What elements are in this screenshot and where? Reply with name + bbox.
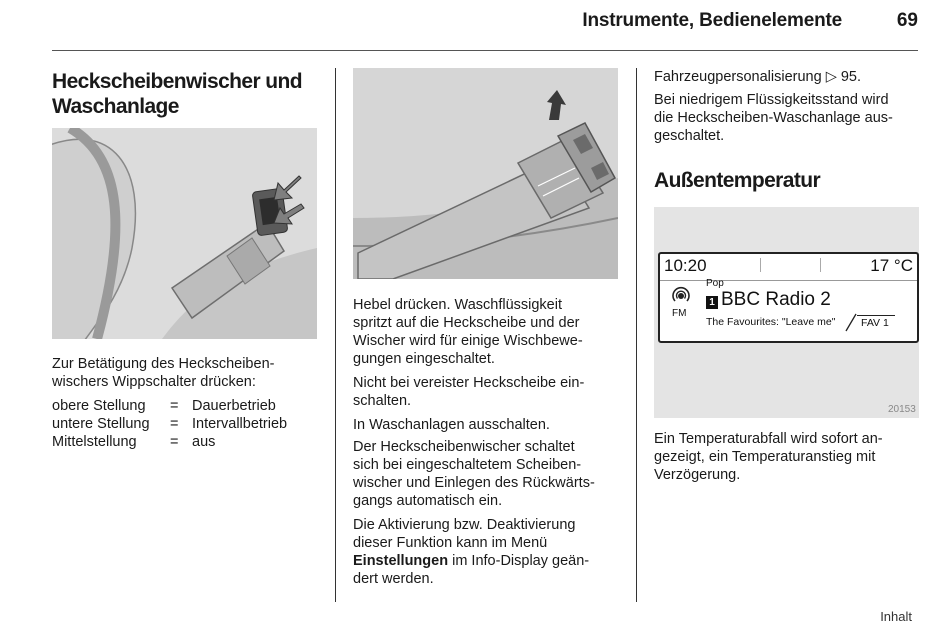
text-line: Der Heckscheibenwischer schaltet [353,439,575,455]
text-line: dieser Funktion kann im Menü [353,535,548,551]
text-line: Fahrzeugpersonalisierung [654,69,826,85]
display-tick [760,258,761,272]
section-heading-outside-temperature: Außentemperatur [654,169,821,192]
washer-paragraph-5 [353,516,589,588]
setting-mode: aus [192,434,216,450]
text-line: dert werden. [353,571,434,587]
wiper-settings-table [52,397,287,451]
text-line: Ein Temperaturabfall wird sofort an- [654,431,883,447]
menu-reference: Einstellungen [353,553,449,569]
wiper-stalk-illustration [52,128,317,339]
setting-separator: = [170,416,179,432]
text-line: gangs automatisch ein. [353,493,503,509]
text-line: Nicht bei vereister Heckscheibe ein- [353,375,585,391]
text-line: sich bei eingeschaltetem Scheiben- [353,457,582,473]
display-separator [660,280,917,281]
column-divider [636,68,637,602]
figure-number: 20153 [888,404,916,415]
text-line: Bei niedrigem Flüssigkeitsstand wird [654,92,889,108]
fav-slash-icon [844,312,858,332]
text-line: gungen eingeschaltet. [353,351,495,367]
temperature-paragraph [654,430,883,484]
chapter-title: Instrumente, Bedienelemente [582,10,842,31]
washer-paragraph-1 [353,296,583,368]
washer-paragraph-4 [353,438,595,510]
rear-wiper-intro [52,355,274,391]
section-heading-rear-wiper [52,69,302,119]
text-line: die Heckscheiben-Waschanlage aus- [654,110,893,126]
page-number: 69 [896,10,918,31]
washer-paragraph-3 [353,416,550,434]
display-radiotext: The Favourites: "Leave me" [706,316,836,328]
radio-antenna-icon [670,285,692,307]
text-line: Verzögerung. [654,467,741,483]
cross-ref-arrow-icon: ▷ [825,69,837,85]
heading-line: Waschanlage [52,95,179,118]
table-row [52,415,287,433]
text-line: im Info-Display geän- [448,553,590,569]
wiper-stalk-image [52,128,317,339]
text-line: Hebel drücken. Waschflüssigkeit [353,297,562,313]
setting-position: obere Stellung [52,398,146,414]
display-genre: Pop [706,278,724,289]
setting-separator: = [170,398,179,414]
table-row [52,397,287,415]
display-tick [820,258,821,272]
low-fluid-paragraph [654,91,893,145]
contents-link[interactable]: Inhalt [880,609,912,624]
header-rule [52,50,918,51]
text-line: Zur Betätigung des Heckscheiben- [52,356,275,372]
text-line: wischer und Einlegen des Rückwärts- [353,475,595,491]
display-temperature: 17 °C [870,256,913,275]
text-line: gezeigt, ein Temperaturanstieg mit [654,449,876,465]
text-line: wischers Wippschalter drücken: [52,374,256,390]
text-line: spritzt auf die Heckscheibe und der [353,315,580,331]
washer-stalk-image [353,68,618,279]
page-reference: 95. [836,69,862,85]
column-divider [335,68,336,602]
setting-mode: Dauerbetrieb [192,398,276,414]
preset-number-badge: 1 [706,296,718,309]
display-fav-label: FAV 1 [857,315,895,329]
setting-mode: Intervallbetrieb [192,416,288,432]
setting-position: untere Stellung [52,416,150,432]
text-line: geschaltet. [654,128,725,144]
washer-paragraph-2 [353,374,584,410]
display-station-name: BBC Radio 2 [721,289,831,310]
display-time: 10:20 [664,256,707,275]
setting-position: Mittelstellung [52,434,137,450]
table-row [52,433,287,451]
text-line: schalten. [353,393,412,409]
setting-separator: = [170,434,179,450]
personalisation-reference [654,68,861,86]
info-display [658,252,919,343]
heading-line: Heckscheibenwischer und [52,70,302,93]
text-line: Die Aktivierung bzw. Deaktivierung [353,517,576,533]
text-line: In Waschanlagen ausschalten. [353,417,550,433]
text-line: Wischer wird für einige Wischbewe- [353,333,583,349]
display-band: FM [672,308,687,319]
washer-stalk-illustration [353,68,618,279]
